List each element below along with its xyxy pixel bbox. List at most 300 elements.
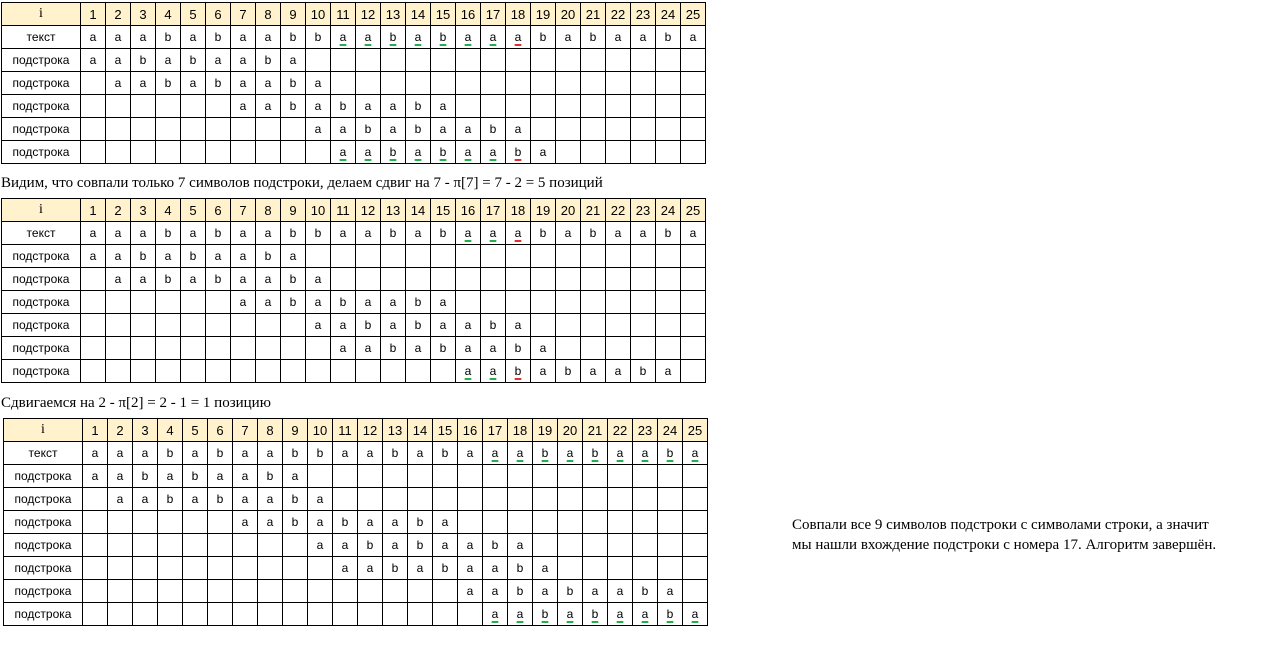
- index-label: i: [2, 199, 81, 222]
- empty-cell: [408, 603, 433, 626]
- empty-cell: [531, 95, 556, 118]
- empty-cell: [656, 291, 681, 314]
- empty-cell: [281, 360, 306, 383]
- index-cell: 23: [633, 419, 658, 442]
- pattern-char-cell: a: [331, 118, 356, 141]
- match-mark: a: [464, 145, 472, 159]
- index-cell: 20: [556, 199, 581, 222]
- match-mark: a: [489, 30, 497, 44]
- pattern-char-cell: a: [231, 49, 256, 72]
- empty-cell: [556, 337, 581, 360]
- empty-cell: [681, 291, 706, 314]
- empty-cell: [356, 49, 381, 72]
- empty-cell: [181, 360, 206, 383]
- pattern-char-cell: [356, 141, 381, 164]
- empty-cell: [333, 465, 358, 488]
- text-row-label: текст: [4, 442, 83, 465]
- pattern-char-cell: b: [256, 245, 281, 268]
- empty-cell: [158, 511, 183, 534]
- empty-cell: [656, 268, 681, 291]
- index-cell: 23: [631, 3, 656, 26]
- empty-cell: [531, 72, 556, 95]
- substring-row-label: подстрока: [2, 245, 81, 268]
- text-char-cell: [483, 442, 508, 465]
- text-char-cell: [658, 442, 683, 465]
- empty-cell: [608, 534, 633, 557]
- index-cell: 25: [681, 199, 706, 222]
- text-char-cell: [431, 26, 456, 49]
- substring-row: [2, 291, 706, 314]
- empty-cell: [583, 488, 608, 511]
- empty-cell: [406, 360, 431, 383]
- empty-cell: [106, 291, 131, 314]
- match-mark: b: [591, 607, 599, 621]
- empty-cell: [406, 72, 431, 95]
- empty-cell: [558, 465, 583, 488]
- text-char-cell: a: [406, 222, 431, 245]
- pattern-char-cell: [381, 141, 406, 164]
- empty-cell: [108, 603, 133, 626]
- pattern-char-cell: a: [531, 360, 556, 383]
- empty-cell: [206, 141, 231, 164]
- substring-row: [2, 118, 706, 141]
- match-mark: a: [616, 607, 624, 621]
- substring-row: [4, 557, 708, 580]
- empty-cell: [681, 360, 706, 383]
- match-mark: a: [641, 446, 649, 460]
- empty-cell: [606, 245, 631, 268]
- empty-cell: [606, 141, 631, 164]
- empty-cell: [383, 580, 408, 603]
- text-char-cell: b: [581, 222, 606, 245]
- text-char-cell: [356, 26, 381, 49]
- empty-cell: [633, 534, 658, 557]
- pattern-char-cell: a: [358, 557, 383, 580]
- empty-cell: [531, 245, 556, 268]
- index-cell: 17: [481, 3, 506, 26]
- empty-cell: [681, 268, 706, 291]
- empty-cell: [231, 360, 256, 383]
- pattern-char-cell: b: [158, 488, 183, 511]
- match-mark: a: [339, 30, 347, 44]
- pattern-char-cell: a: [231, 268, 256, 291]
- empty-cell: [558, 557, 583, 580]
- empty-cell: [83, 511, 108, 534]
- substring-row: [4, 603, 708, 626]
- pattern-char-cell: a: [431, 95, 456, 118]
- empty-cell: [456, 291, 481, 314]
- empty-cell: [183, 580, 208, 603]
- empty-cell: [106, 95, 131, 118]
- match-mark: b: [541, 446, 549, 460]
- text-char-cell: a: [408, 442, 433, 465]
- empty-cell: [533, 511, 558, 534]
- empty-cell: [506, 49, 531, 72]
- substring-row-label: подстрока: [4, 511, 83, 534]
- pattern-char-cell: a: [81, 49, 106, 72]
- conclusion-line-1: Совпали все 9 символов подстроки с символами строки, а значит: [792, 517, 1209, 533]
- empty-cell: [231, 337, 256, 360]
- empty-cell: [681, 49, 706, 72]
- empty-cell: [383, 603, 408, 626]
- empty-cell: [556, 268, 581, 291]
- text-char-cell: [683, 442, 708, 465]
- empty-cell: [356, 268, 381, 291]
- pattern-char-cell: [456, 141, 481, 164]
- index-label: i: [2, 3, 81, 26]
- empty-cell: [131, 337, 156, 360]
- index-cell: 13: [383, 419, 408, 442]
- pattern-char-cell: a: [333, 557, 358, 580]
- pattern-char-cell: b: [281, 72, 306, 95]
- pattern-char-cell: a: [306, 291, 331, 314]
- match-mark: a: [464, 30, 472, 44]
- text-row-label: текст: [2, 26, 81, 49]
- index-cell: 4: [158, 419, 183, 442]
- empty-cell: [306, 245, 331, 268]
- index-cell: 12: [356, 3, 381, 26]
- index-cell: 20: [558, 419, 583, 442]
- index-cell: 10: [306, 199, 331, 222]
- index-cell: 17: [481, 199, 506, 222]
- empty-cell: [631, 72, 656, 95]
- text-char-cell: a: [358, 442, 383, 465]
- pattern-char-cell: b: [281, 268, 306, 291]
- pattern-char-cell: a: [83, 465, 108, 488]
- empty-cell: [358, 603, 383, 626]
- match-mark: a: [491, 607, 499, 621]
- pattern-char-cell: a: [133, 488, 158, 511]
- pattern-char-cell: a: [308, 534, 333, 557]
- empty-cell: [631, 314, 656, 337]
- empty-cell: [208, 580, 233, 603]
- text-char-cell: b: [306, 222, 331, 245]
- index-cell: 19: [531, 199, 556, 222]
- index-cell: 7: [231, 3, 256, 26]
- pattern-char-cell: b: [558, 580, 583, 603]
- empty-cell: [308, 465, 333, 488]
- empty-cell: [181, 95, 206, 118]
- substring-row-label: подстрока: [2, 141, 81, 164]
- empty-cell: [533, 488, 558, 511]
- substring-row-label: подстрока: [2, 291, 81, 314]
- pattern-char-cell: b: [383, 557, 408, 580]
- text-char-cell: [506, 222, 531, 245]
- index-cell: 19: [533, 419, 558, 442]
- empty-cell: [531, 291, 556, 314]
- substring-row-label: подстрока: [4, 534, 83, 557]
- empty-cell: [131, 141, 156, 164]
- empty-cell: [81, 291, 106, 314]
- empty-cell: [581, 72, 606, 95]
- pattern-char-cell: a: [531, 141, 556, 164]
- empty-cell: [681, 337, 706, 360]
- index-cell: 13: [381, 3, 406, 26]
- pattern-char-cell: b: [206, 72, 231, 95]
- empty-cell: [281, 118, 306, 141]
- empty-cell: [308, 603, 333, 626]
- pattern-char-cell: b: [631, 360, 656, 383]
- empty-cell: [108, 580, 133, 603]
- empty-cell: [556, 141, 581, 164]
- empty-cell: [581, 118, 606, 141]
- empty-cell: [106, 337, 131, 360]
- empty-cell: [483, 465, 508, 488]
- empty-cell: [106, 314, 131, 337]
- substring-row: [4, 465, 708, 488]
- index-header-row: [2, 199, 706, 222]
- empty-cell: [106, 118, 131, 141]
- empty-cell: [481, 268, 506, 291]
- substring-row-label: подстрока: [2, 337, 81, 360]
- empty-cell: [383, 465, 408, 488]
- substring-row: [4, 534, 708, 557]
- empty-cell: [408, 580, 433, 603]
- empty-cell: [81, 314, 106, 337]
- pattern-char-cell: b: [508, 580, 533, 603]
- pattern-char-cell: a: [108, 488, 133, 511]
- empty-cell: [306, 49, 331, 72]
- text-char-cell: a: [233, 442, 258, 465]
- match-mark: a: [566, 607, 574, 621]
- empty-cell: [131, 291, 156, 314]
- pattern-char-cell: a: [658, 580, 683, 603]
- pattern-char-cell: a: [381, 118, 406, 141]
- index-cell: 3: [133, 419, 158, 442]
- substring-row-label: подстрока: [4, 603, 83, 626]
- empty-cell: [506, 291, 531, 314]
- index-cell: 18: [508, 419, 533, 442]
- substring-row: [2, 141, 706, 164]
- index-cell: 1: [81, 199, 106, 222]
- empty-cell: [83, 534, 108, 557]
- empty-cell: [456, 268, 481, 291]
- empty-cell: [433, 488, 458, 511]
- pattern-char-cell: a: [456, 118, 481, 141]
- pattern-char-cell: a: [308, 511, 333, 534]
- text-char-cell: a: [256, 26, 281, 49]
- match-mark: a: [641, 607, 649, 621]
- index-cell: 3: [131, 199, 156, 222]
- index-cell: 22: [608, 419, 633, 442]
- pattern-char-cell: a: [583, 580, 608, 603]
- empty-cell: [556, 95, 581, 118]
- text-char-cell: a: [81, 222, 106, 245]
- pattern-char-cell: a: [381, 314, 406, 337]
- text-char-cell: a: [631, 222, 656, 245]
- pattern-char-cell: a: [433, 534, 458, 557]
- mismatch-mark: b: [514, 145, 522, 159]
- empty-cell: [531, 268, 556, 291]
- pattern-char-cell: b: [181, 245, 206, 268]
- empty-cell: [383, 488, 408, 511]
- empty-cell: [558, 511, 583, 534]
- empty-cell: [681, 314, 706, 337]
- pattern-char-cell: b: [358, 534, 383, 557]
- empty-cell: [558, 488, 583, 511]
- pattern-char-cell: a: [456, 337, 481, 360]
- substring-row-label: подстрока: [2, 118, 81, 141]
- empty-cell: [681, 245, 706, 268]
- index-cell: 16: [456, 3, 481, 26]
- match-mark: b: [389, 145, 397, 159]
- pattern-char-cell: a: [131, 268, 156, 291]
- mismatch-mark: a: [514, 226, 522, 240]
- text-char-cell: b: [656, 222, 681, 245]
- index-cell: 12: [356, 199, 381, 222]
- empty-cell: [583, 465, 608, 488]
- index-cell: 11: [331, 199, 356, 222]
- pattern-char-cell: b: [283, 488, 308, 511]
- pattern-char-cell: b: [181, 49, 206, 72]
- text-char-cell: [633, 442, 658, 465]
- index-cell: 16: [458, 419, 483, 442]
- pattern-char-cell: a: [431, 314, 456, 337]
- index-header-row: [2, 3, 706, 26]
- index-cell: 24: [658, 419, 683, 442]
- pattern-char-cell: [533, 603, 558, 626]
- empty-cell: [583, 511, 608, 534]
- empty-cell: [631, 291, 656, 314]
- empty-cell: [533, 534, 558, 557]
- pattern-char-cell: b: [133, 465, 158, 488]
- pattern-char-cell: a: [256, 72, 281, 95]
- match-mark: a: [489, 364, 497, 378]
- index-cell: 23: [631, 199, 656, 222]
- empty-cell: [156, 314, 181, 337]
- pattern-char-cell: b: [183, 465, 208, 488]
- text-char-cell: [381, 26, 406, 49]
- text-char-cell: [508, 442, 533, 465]
- empty-cell: [331, 245, 356, 268]
- empty-cell: [633, 488, 658, 511]
- empty-cell: [181, 118, 206, 141]
- pattern-char-cell: a: [331, 337, 356, 360]
- empty-cell: [331, 72, 356, 95]
- empty-cell: [183, 557, 208, 580]
- pattern-char-cell: a: [158, 465, 183, 488]
- pattern-char-cell: a: [256, 291, 281, 314]
- empty-cell: [256, 337, 281, 360]
- empty-cell: [631, 95, 656, 118]
- pattern-char-cell: b: [406, 95, 431, 118]
- empty-cell: [83, 580, 108, 603]
- substring-row: [2, 268, 706, 291]
- pattern-char-cell: b: [156, 72, 181, 95]
- empty-cell: [356, 72, 381, 95]
- text-char-cell: a: [356, 222, 381, 245]
- empty-cell: [658, 534, 683, 557]
- empty-cell: [581, 49, 606, 72]
- empty-cell: [381, 268, 406, 291]
- pattern-char-cell: a: [233, 511, 258, 534]
- pattern-char-cell: a: [358, 511, 383, 534]
- pattern-char-cell: a: [231, 72, 256, 95]
- empty-cell: [606, 72, 631, 95]
- index-cell: 8: [256, 199, 281, 222]
- pattern-char-cell: a: [306, 72, 331, 95]
- empty-cell: [606, 118, 631, 141]
- pattern-char-cell: a: [231, 95, 256, 118]
- pattern-char-cell: b: [156, 268, 181, 291]
- text-char-cell: a: [606, 222, 631, 245]
- pattern-char-cell: b: [356, 314, 381, 337]
- empty-cell: [158, 557, 183, 580]
- empty-cell: [206, 314, 231, 337]
- index-cell: 8: [258, 419, 283, 442]
- empty-cell: [108, 557, 133, 580]
- match-mark: b: [439, 30, 447, 44]
- empty-cell: [583, 557, 608, 580]
- substring-row: [2, 245, 706, 268]
- pattern-char-cell: a: [356, 337, 381, 360]
- text-char-cell: b: [281, 26, 306, 49]
- match-mark: a: [489, 226, 497, 240]
- match-mark: a: [364, 30, 372, 44]
- empty-cell: [483, 488, 508, 511]
- pattern-char-cell: a: [458, 557, 483, 580]
- match-mark: a: [364, 145, 372, 159]
- text-char-cell: a: [333, 442, 358, 465]
- empty-cell: [158, 603, 183, 626]
- pattern-char-cell: b: [431, 337, 456, 360]
- empty-cell: [133, 534, 158, 557]
- empty-cell: [658, 557, 683, 580]
- empty-cell: [608, 557, 633, 580]
- pattern-char-cell: a: [483, 580, 508, 603]
- empty-cell: [281, 337, 306, 360]
- empty-cell: [531, 118, 556, 141]
- index-cell: 6: [206, 199, 231, 222]
- empty-cell: [131, 314, 156, 337]
- pattern-char-cell: b: [481, 314, 506, 337]
- pattern-char-cell: a: [483, 557, 508, 580]
- pattern-char-cell: a: [306, 118, 331, 141]
- empty-cell: [656, 314, 681, 337]
- pattern-char-cell: b: [508, 557, 533, 580]
- pattern-char-cell: a: [206, 49, 231, 72]
- pattern-char-cell: b: [206, 268, 231, 291]
- text-char-cell: b: [531, 222, 556, 245]
- empty-cell: [631, 245, 656, 268]
- empty-cell: [431, 268, 456, 291]
- empty-cell: [681, 118, 706, 141]
- empty-cell: [656, 141, 681, 164]
- pattern-char-cell: a: [258, 511, 283, 534]
- text-char-cell: a: [231, 26, 256, 49]
- empty-cell: [256, 141, 281, 164]
- pattern-char-cell: b: [381, 337, 406, 360]
- text-char-cell: a: [631, 26, 656, 49]
- match-mark: a: [339, 145, 347, 159]
- empty-cell: [556, 72, 581, 95]
- empty-cell: [206, 95, 231, 118]
- text-char-cell: a: [258, 442, 283, 465]
- pattern-char-cell: a: [256, 268, 281, 291]
- empty-cell: [183, 603, 208, 626]
- substring-row-label: подстрока: [2, 314, 81, 337]
- empty-cell: [656, 95, 681, 118]
- empty-cell: [406, 268, 431, 291]
- text-char-cell: [481, 26, 506, 49]
- text-char-cell: b: [531, 26, 556, 49]
- pattern-char-cell: [456, 360, 481, 383]
- index-cell: 6: [206, 3, 231, 26]
- pattern-char-cell: b: [408, 534, 433, 557]
- empty-cell: [381, 360, 406, 383]
- text-char-cell: [583, 442, 608, 465]
- empty-cell: [156, 291, 181, 314]
